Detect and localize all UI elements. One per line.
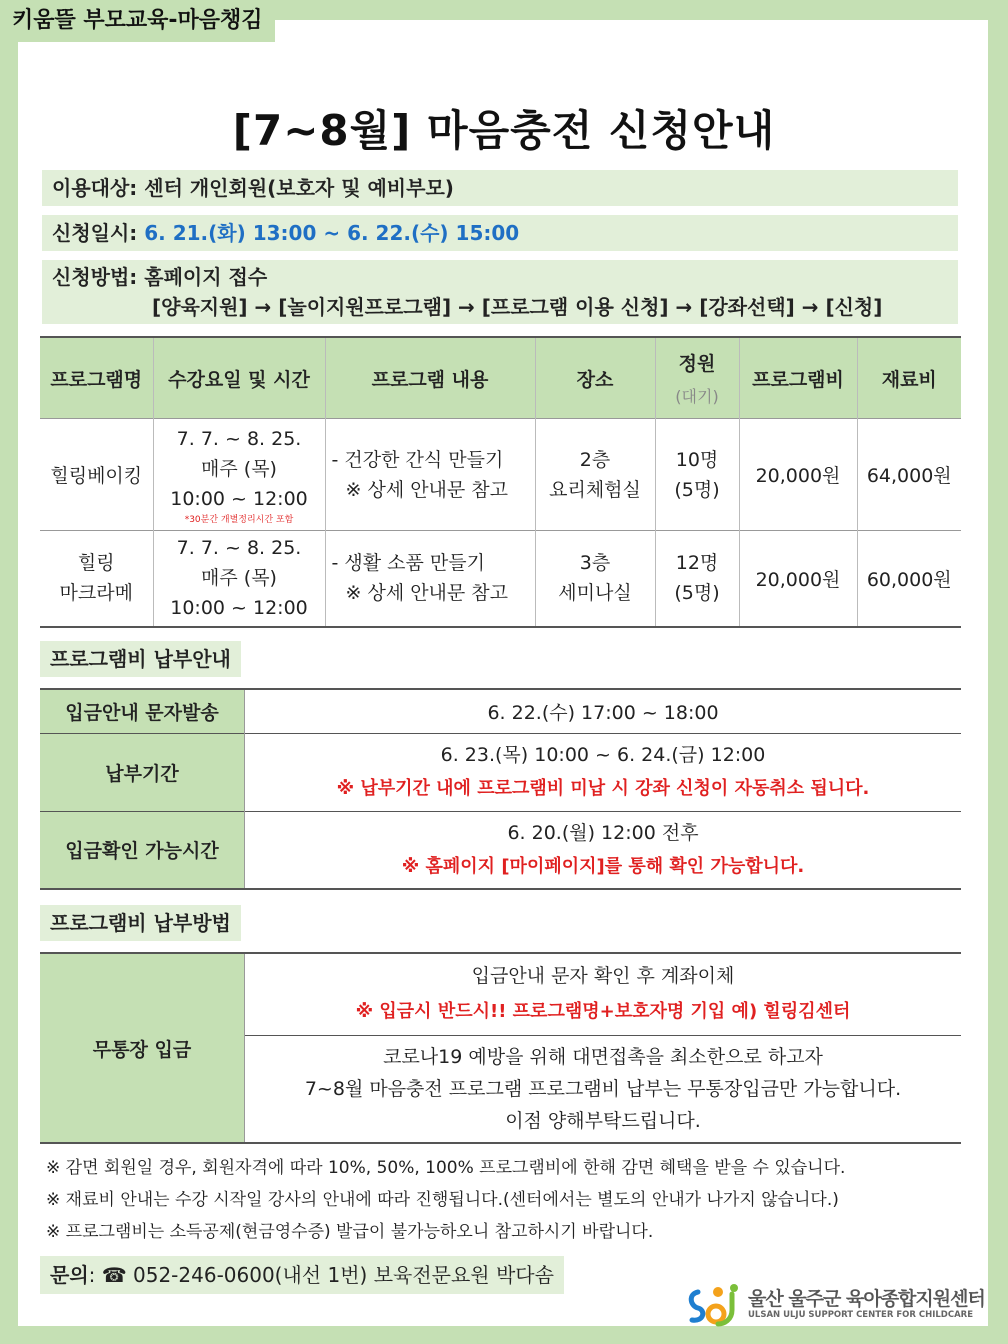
- place-room: 세미나실: [558, 582, 632, 605]
- place-room: 요리체험실: [549, 478, 641, 501]
- method-notice-line: 이점 양해부탁드립니다.: [505, 1109, 701, 1132]
- program-name-line: 마크라메: [59, 582, 133, 605]
- method-label-cell: 무통장 입금: [40, 953, 245, 1143]
- content-note: ※ 상세 안내문 참고: [345, 582, 509, 605]
- material-cell: 64,000원: [857, 419, 961, 531]
- method-notice-line: 7~8월 마음충전 프로그램 프로그램비 납부는 무통장입금만 가능합니다.: [304, 1077, 902, 1100]
- payment-guide-table: [40, 688, 961, 890]
- method-value: 홈페이지 접수: [144, 265, 268, 289]
- program-name: [40, 419, 153, 531]
- method-notice-cell: [245, 1035, 962, 1143]
- header-program-name: 프로그램명: [40, 337, 153, 419]
- check-value: 6. 20.(월) 12:00 전후: [507, 821, 699, 844]
- date-row: [42, 215, 958, 251]
- program-name: [40, 531, 153, 627]
- capacity-value: 10명: [675, 448, 719, 471]
- table-row: [40, 953, 961, 1035]
- payment-guide-title: 프로그램비 납부안내: [40, 641, 241, 677]
- fee-cell: 20,000원: [739, 419, 857, 531]
- schedule-time: 10:00 ~ 12:00: [170, 487, 308, 510]
- method-notice-line: 코로나19 예방을 위해 대면접촉을 최소한으로 하고자: [383, 1045, 823, 1068]
- place-floor: 2층: [579, 448, 611, 471]
- method-warning: ※ 입금시 반드시!! 프로그램명+보호자명 기입 예) 힐링김센터: [355, 1001, 851, 1023]
- place-floor: 3층: [579, 552, 611, 575]
- payment-method-title: 프로그램비 납부방법: [40, 905, 241, 941]
- header-content: 프로그램 내용: [325, 337, 535, 419]
- schedule-note: *30분간 개별정리시간 포함: [184, 514, 294, 525]
- header-schedule: 수강요일 및 시간: [153, 337, 325, 419]
- program-name-line: 힐링: [77, 552, 115, 575]
- schedule-day: 매주 (목): [201, 457, 277, 480]
- fee-cell: 20,000원: [739, 531, 857, 627]
- method-row: [42, 260, 958, 324]
- table-row: [40, 811, 961, 889]
- material-cell: 60,000원: [857, 531, 961, 627]
- center-logo-mark: [684, 1282, 744, 1330]
- note-item: ※ 재료비 안내는 수강 시작일 강사의 안내에 따라 진행됩니다.(센터에서는 별도의 안내가 나가지 않습니다.): [46, 1190, 839, 1210]
- payment-method-table: [40, 952, 961, 1144]
- method-transfer-line: 입금안내 문자 확인 후 계좌이체: [471, 965, 735, 988]
- center-logo: [684, 1282, 985, 1330]
- schedule-cell: [153, 419, 325, 531]
- method-label: 신청방법:: [52, 265, 138, 289]
- table-row: [40, 419, 961, 531]
- target-label: 이용대상:: [52, 176, 138, 200]
- check-warning: ※ 홈페이지 [마이페이지]를 통해 확인 가능합니다.: [401, 855, 805, 877]
- page-title: [7~8월] 마음충전 신청안내: [232, 106, 776, 155]
- method-transfer-cell: [245, 953, 962, 1035]
- header-place: 장소: [535, 337, 655, 419]
- header-capacity: [655, 337, 739, 419]
- capacity-cell: [655, 531, 739, 627]
- table-header-row: [40, 337, 961, 419]
- note-item: ※ 감면 회원일 경우, 회원자격에 따라 10%, 50%, 100% 프로그램비에 한해 감면 혜택을 받을 수 있습니다.: [46, 1158, 846, 1178]
- content-cell: [325, 419, 535, 531]
- target-row: [42, 170, 958, 206]
- schedule-date: 7. 7. ~ 8. 25.: [176, 427, 302, 450]
- content-line: - 생활 소품 만들기: [331, 552, 485, 575]
- capacity-cell: [655, 419, 739, 531]
- date-value: 6. 21.(화) 13:00 ~ 6. 22.(수) 15:00: [144, 221, 520, 245]
- target-value: 센터 개인회원(보호자 및 예비부모): [144, 176, 454, 200]
- period-cell: [245, 733, 962, 811]
- note-item: ※ 프로그램비는 소득공제(현금영수증) 발급이 불가능하오니 참고하시기 바랍니다.: [46, 1222, 654, 1242]
- place-cell: [535, 419, 655, 531]
- sms-label: 입금안내 문자발송: [40, 689, 245, 733]
- table-row: [40, 689, 961, 733]
- contact-label: 문의: [50, 1263, 89, 1287]
- header-fee: 프로그램비: [739, 337, 857, 419]
- date-label: 신청일시:: [52, 221, 138, 245]
- header-capacity-label: 정원: [678, 353, 716, 375]
- center-logo-name: 울산 울주군 육아종합지원센터: [748, 1288, 985, 1310]
- waitlist-value: (5명): [674, 582, 720, 605]
- notes-list: [46, 1152, 966, 1248]
- period-value: 6. 23.(목) 10:00 ~ 6. 24.(금) 12:00: [440, 744, 766, 766]
- schedule-day: 매주 (목): [201, 567, 277, 590]
- header-waitlist-label: (대기): [675, 387, 719, 406]
- content-cell: [325, 531, 535, 627]
- waitlist-value: (5명): [674, 478, 720, 501]
- content-line: - 건강한 간식 만들기: [331, 448, 504, 471]
- place-cell: [535, 531, 655, 627]
- period-label: 납부기간: [40, 733, 245, 811]
- center-logo-subtitle: ULSAN ULJU SUPPORT CENTER FOR CHILDCARE: [748, 1310, 974, 1320]
- program-table: [40, 336, 961, 628]
- schedule-cell: [153, 531, 325, 627]
- check-cell: [245, 811, 962, 889]
- top-tag: 키움뜰 부모교육-마음챙김: [0, 0, 275, 42]
- schedule-date: 7. 7. ~ 8. 25.: [176, 537, 302, 560]
- table-row: [40, 733, 961, 811]
- table-row: [40, 531, 961, 627]
- period-warning: ※ 납부기간 내에 프로그램비 미납 시 강좌 신청이 자동취소 됩니다.: [336, 778, 870, 799]
- sms-value: 6. 22.(수) 17:00 ~ 18:00: [487, 701, 719, 724]
- contact-info: [40, 1256, 564, 1294]
- capacity-value: 12명: [675, 552, 719, 575]
- schedule-time: 10:00 ~ 12:00: [170, 597, 308, 620]
- program-name-line: 힐링베이킹: [50, 465, 143, 487]
- header-material: 재료비: [857, 337, 961, 419]
- check-label: 입금확인 가능시간: [40, 811, 245, 889]
- content-note: ※ 상세 안내문 참고: [345, 478, 509, 501]
- contact-value: : ☎ 052-246-0600(내선 1번) 보육전문요원 박다솜: [88, 1263, 554, 1287]
- method-path: [양육지원] → [놀이지원프로그램] → [프로그램 이용 신청] → [강좌선택] → [신청]: [152, 295, 883, 319]
